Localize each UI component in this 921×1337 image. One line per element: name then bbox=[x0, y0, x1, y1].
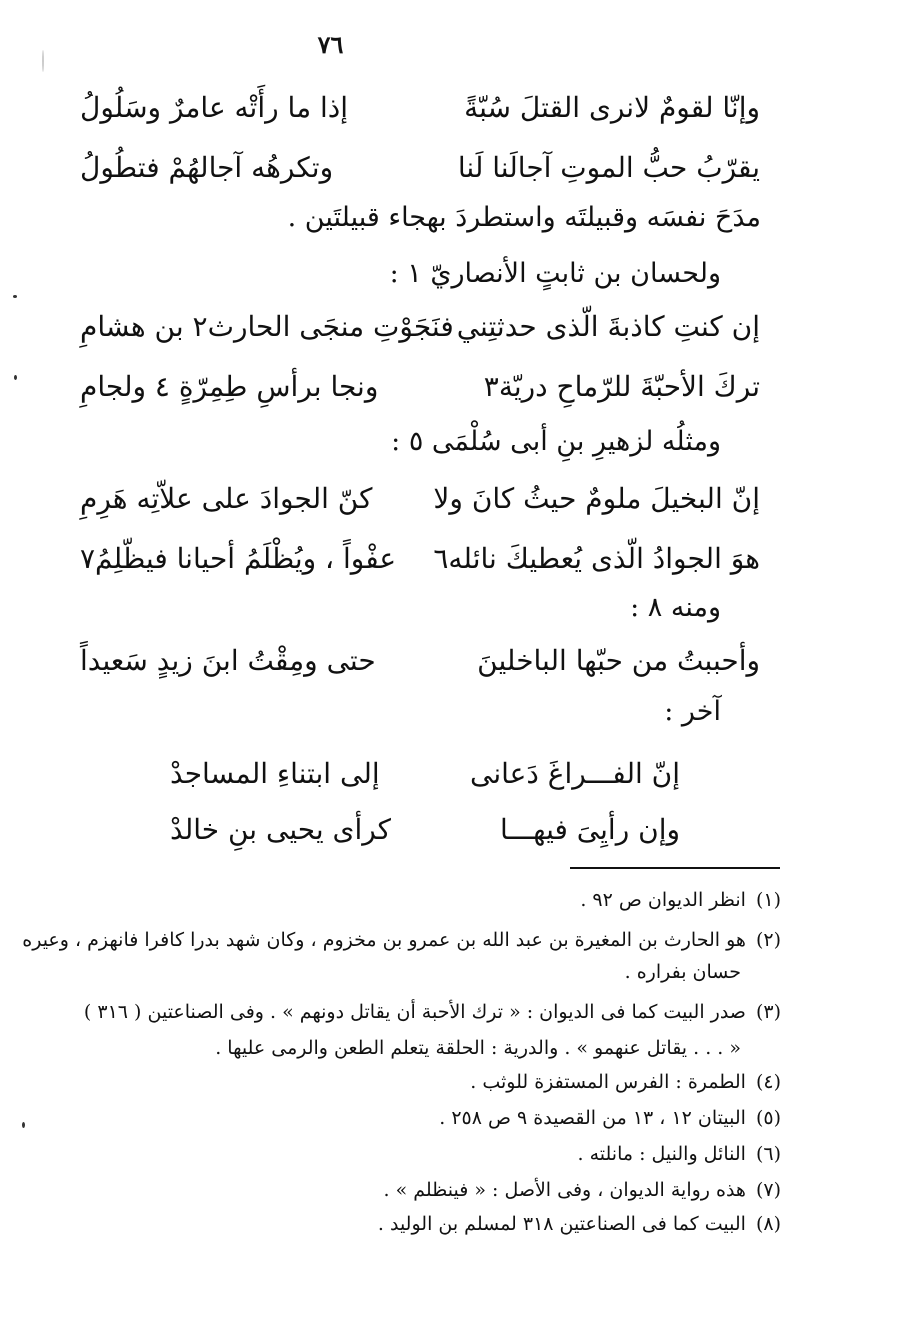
verse-hemistich-right: إنّ الفـــراغَ دَعانى bbox=[470, 756, 680, 790]
verse-hemistich-right: هوَ الجوادُ الّذى يُعطيكَ نائله٦ bbox=[433, 542, 760, 575]
footnote-number: (٤) bbox=[755, 1071, 781, 1093]
verse-line bbox=[170, 805, 680, 853]
verse-line bbox=[80, 84, 760, 132]
footnote bbox=[66, 1174, 781, 1207]
footnote-number: (٨) bbox=[755, 1213, 781, 1235]
prose-line: مدَحَ نفسَه وقبيلتَه واستطردَ بهجاء قبيلتَين . bbox=[287, 202, 761, 233]
footnote-text: البيتان ١٢ ، ١٣ من القصيدة ٩ ص ٢٥٨ . bbox=[439, 1107, 746, 1129]
verse-hemistich-right: إن كنتِ كاذبةَ الّذى حدثتِني bbox=[456, 310, 760, 343]
footnote bbox=[66, 1066, 781, 1099]
verse-hemistich-right: وأحببتُ من حبّها الباخلينَ bbox=[477, 644, 760, 677]
prose-line: ولحسان بن ثابتٍ الأنصاريّ ١ : bbox=[389, 258, 721, 289]
footnote bbox=[66, 1102, 781, 1135]
verse-line bbox=[80, 144, 760, 192]
verse-hemistich-right: وإنّا لقومٌ لانرى القتلَ سُبّةً bbox=[464, 91, 760, 124]
page-number: ٧٦ bbox=[317, 30, 344, 59]
footnote-continuation: « . . . يقاتل عنهمو » . والدرية : الحلقة يتعلم الطعن والرمى عليها . bbox=[215, 1037, 741, 1059]
verse-hemistich-right: إنّ البخيلَ ملومٌ حيثُ كانَ ولا bbox=[433, 482, 760, 515]
footnote-number: (٢) bbox=[755, 929, 781, 951]
footnote-number: (٥) bbox=[755, 1107, 781, 1129]
verse-line bbox=[170, 749, 680, 797]
footnote-text: هذه رواية الديوان ، وفى الأصل : « فينظلم » . bbox=[383, 1179, 746, 1201]
scan-speck bbox=[14, 375, 17, 380]
scan-speck bbox=[13, 295, 17, 298]
verse-hemistich-left: وتكرهُه آجالهُمْ فتطُولُ bbox=[80, 151, 334, 184]
verse-hemistich-right: وإن رأيِىَ فيهـــا bbox=[500, 812, 680, 846]
verse-hemistich-left: عفْواً ، ويُظْلَمُ أحيانا فيظّلِمُ٧ bbox=[80, 542, 397, 575]
footnote-text: الطمرة : الفرس المستفزة للوثب . bbox=[470, 1071, 746, 1093]
verse-line bbox=[80, 363, 760, 411]
footnote-text: النائل والنيل : مانلته . bbox=[577, 1143, 746, 1165]
prose-line: ومثلُه لزهيرِ بنِ أبى سُلْمَى ٥ : bbox=[391, 426, 721, 457]
footnote-text: انظر الديوان ص ٩٢ . bbox=[580, 889, 746, 911]
verse-hemistich-left: حتى ومِقْتُ ابنَ زيدٍ سَعيداً bbox=[80, 644, 376, 677]
verse-hemistich-right: يقرّبُ حبُّ الموتِ آجالَنا لَنا bbox=[457, 151, 760, 184]
footnote-number: (٧) bbox=[755, 1179, 781, 1201]
footnote-continuation: حسان بفراره . bbox=[624, 961, 741, 983]
footnote-text: صدر البيت كما فى الديوان : « ترك الأحبة أن يقاتل دونهم » . وفى الصناعتين ( ٣١٦ ) bbox=[83, 1001, 746, 1023]
footnote bbox=[22, 924, 781, 957]
footnote bbox=[66, 1208, 781, 1241]
verse-hemistich-left: إلى ابتناءِ المساجدْ bbox=[170, 756, 380, 790]
verse-line bbox=[80, 475, 760, 523]
verse-hemistich-left: فنَجَوْتِ منجَى الحارث٢ بن هشامِ bbox=[80, 310, 454, 343]
verse-hemistich-right: تركَ الأحبّةَ للرّماحِ دريّة٣ bbox=[483, 370, 760, 403]
footnote-text: البيت كما فى الصناعتين ٣١٨ لمسلم بن الوليد . bbox=[377, 1213, 746, 1235]
prose-line: ومنه ٨ : bbox=[630, 592, 721, 623]
footnote bbox=[66, 884, 781, 917]
scan-speck bbox=[22, 1122, 25, 1128]
footnote-text: هو الحارث بن المغيرة بن عبد الله بن عمرو بن مخزوم ، وكان شهد بدرا كافرا فانهزم ، وعيره bbox=[22, 929, 746, 951]
verse-line bbox=[80, 637, 760, 685]
scan-speck bbox=[42, 50, 44, 72]
verse-hemistich-left: كرأى يحيى بنِ خالدْ bbox=[170, 812, 392, 846]
verse-hemistich-left: ونجا برأسِ طِمِرّةٍ ٤ ولجامِ bbox=[80, 370, 379, 403]
verse-line bbox=[80, 303, 760, 351]
footnote-number: (١) bbox=[755, 889, 781, 911]
footnote-number: (٣) bbox=[755, 1001, 781, 1023]
verse-hemistich-left: إذا ما رأَتْه عامرٌ وسَلُولُ bbox=[80, 91, 349, 124]
footnote bbox=[66, 996, 781, 1029]
footnote-number: (٦) bbox=[755, 1143, 781, 1165]
footnote-separator bbox=[570, 867, 780, 869]
prose-line: آخر : bbox=[664, 696, 721, 727]
verse-hemistich-left: كنّ الجوادَ على علاّتِه هَرِمِ bbox=[80, 482, 373, 515]
footnote bbox=[66, 1138, 781, 1171]
verse-line bbox=[80, 535, 760, 583]
